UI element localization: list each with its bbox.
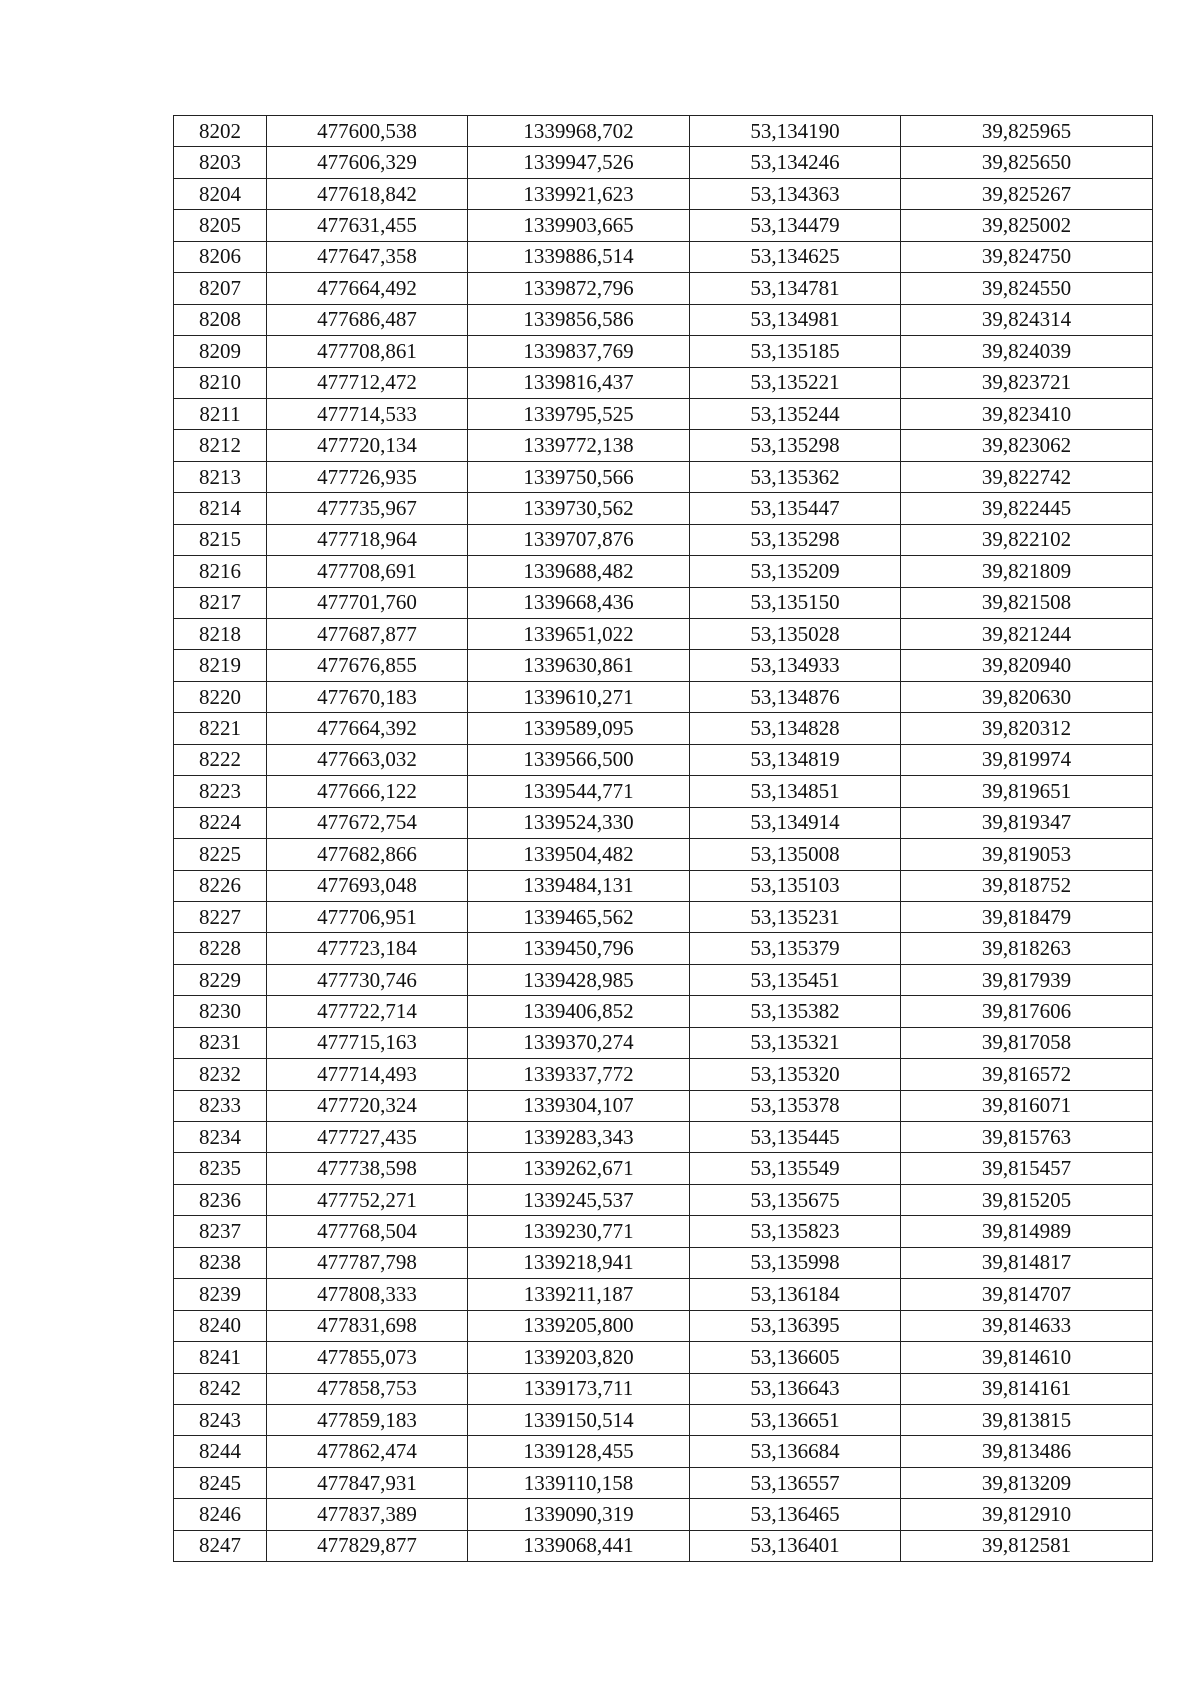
longitude-cell: 39,814817 [901, 1247, 1153, 1278]
point-number-cell: 8211 [174, 398, 267, 429]
point-number-cell: 8234 [174, 1122, 267, 1153]
table-row [174, 1310, 1153, 1341]
x-coordinate-cell: 477722,714 [267, 996, 468, 1027]
table-row [174, 650, 1153, 681]
table-row [174, 870, 1153, 901]
longitude-cell: 39,825267 [901, 178, 1153, 209]
point-number-cell: 8217 [174, 587, 267, 618]
longitude-cell: 39,819651 [901, 776, 1153, 807]
table-row [174, 1184, 1153, 1215]
point-number-cell: 8245 [174, 1467, 267, 1498]
point-number-cell: 8246 [174, 1499, 267, 1530]
point-number-cell: 8207 [174, 273, 267, 304]
point-number-cell: 8239 [174, 1279, 267, 1310]
x-coordinate-cell: 477727,435 [267, 1122, 468, 1153]
point-number-cell: 8226 [174, 870, 267, 901]
latitude-cell: 53,136557 [690, 1467, 901, 1498]
x-coordinate-cell: 477847,931 [267, 1467, 468, 1498]
point-number-cell: 8228 [174, 933, 267, 964]
longitude-cell: 39,817058 [901, 1027, 1153, 1058]
x-coordinate-cell: 477706,951 [267, 901, 468, 932]
point-number-cell: 8244 [174, 1436, 267, 1467]
longitude-cell: 39,821809 [901, 556, 1153, 587]
y-coordinate-cell: 1339211,187 [468, 1279, 690, 1310]
longitude-cell: 39,822742 [901, 461, 1153, 492]
latitude-cell: 53,136395 [690, 1310, 901, 1341]
x-coordinate-cell: 477606,329 [267, 147, 468, 178]
y-coordinate-cell: 1339651,022 [468, 619, 690, 650]
longitude-cell: 39,819347 [901, 807, 1153, 838]
point-number-cell: 8210 [174, 367, 267, 398]
table-row [174, 524, 1153, 555]
x-coordinate-cell: 477686,487 [267, 304, 468, 335]
point-number-cell: 8218 [174, 619, 267, 650]
longitude-cell: 39,821508 [901, 587, 1153, 618]
x-coordinate-cell: 477672,754 [267, 807, 468, 838]
longitude-cell: 39,825002 [901, 210, 1153, 241]
x-coordinate-cell: 477715,163 [267, 1027, 468, 1058]
table-row [174, 1404, 1153, 1435]
latitude-cell: 53,136684 [690, 1436, 901, 1467]
table-row [174, 1373, 1153, 1404]
point-number-cell: 8221 [174, 713, 267, 744]
table-row [174, 1153, 1153, 1184]
point-number-cell: 8243 [174, 1404, 267, 1435]
longitude-cell: 39,814633 [901, 1310, 1153, 1341]
longitude-cell: 39,819053 [901, 839, 1153, 870]
latitude-cell: 53,135382 [690, 996, 901, 1027]
y-coordinate-cell: 1339128,455 [468, 1436, 690, 1467]
table-row [174, 430, 1153, 461]
x-coordinate-cell: 477808,333 [267, 1279, 468, 1310]
table-row [174, 116, 1153, 147]
x-coordinate-cell: 477664,392 [267, 713, 468, 744]
y-coordinate-cell: 1339688,482 [468, 556, 690, 587]
table-row [174, 398, 1153, 429]
latitude-cell: 53,136401 [690, 1530, 901, 1561]
table-row [174, 1342, 1153, 1373]
table-row [174, 901, 1153, 932]
y-coordinate-cell: 1339921,623 [468, 178, 690, 209]
latitude-cell: 53,136184 [690, 1279, 901, 1310]
point-number-cell: 8225 [174, 839, 267, 870]
longitude-cell: 39,820940 [901, 650, 1153, 681]
x-coordinate-cell: 477720,324 [267, 1090, 468, 1121]
longitude-cell: 39,824550 [901, 273, 1153, 304]
x-coordinate-cell: 477712,472 [267, 367, 468, 398]
latitude-cell: 53,135103 [690, 870, 901, 901]
x-coordinate-cell: 477600,538 [267, 116, 468, 147]
x-coordinate-cell: 477714,533 [267, 398, 468, 429]
latitude-cell: 53,136605 [690, 1342, 901, 1373]
y-coordinate-cell: 1339903,665 [468, 210, 690, 241]
table-row [174, 1467, 1153, 1498]
point-number-cell: 8224 [174, 807, 267, 838]
table-row [174, 241, 1153, 272]
x-coordinate-cell: 477730,746 [267, 964, 468, 995]
latitude-cell: 53,134981 [690, 304, 901, 335]
table-row [174, 367, 1153, 398]
x-coordinate-cell: 477726,935 [267, 461, 468, 492]
point-number-cell: 8236 [174, 1184, 267, 1215]
x-coordinate-cell: 477829,877 [267, 1530, 468, 1561]
longitude-cell: 39,823721 [901, 367, 1153, 398]
y-coordinate-cell: 1339173,711 [468, 1373, 690, 1404]
latitude-cell: 53,134876 [690, 681, 901, 712]
x-coordinate-cell: 477752,271 [267, 1184, 468, 1215]
longitude-cell: 39,816071 [901, 1090, 1153, 1121]
longitude-cell: 39,820630 [901, 681, 1153, 712]
x-coordinate-cell: 477666,122 [267, 776, 468, 807]
latitude-cell: 53,135150 [690, 587, 901, 618]
point-number-cell: 8206 [174, 241, 267, 272]
latitude-cell: 53,135209 [690, 556, 901, 587]
point-number-cell: 8219 [174, 650, 267, 681]
y-coordinate-cell: 1339589,095 [468, 713, 690, 744]
table-row [174, 744, 1153, 775]
table-row [174, 1499, 1153, 1530]
y-coordinate-cell: 1339406,852 [468, 996, 690, 1027]
y-coordinate-cell: 1339203,820 [468, 1342, 690, 1373]
latitude-cell: 53,135028 [690, 619, 901, 650]
longitude-cell: 39,825965 [901, 116, 1153, 147]
point-number-cell: 8233 [174, 1090, 267, 1121]
x-coordinate-cell: 477687,877 [267, 619, 468, 650]
table-row [174, 1530, 1153, 1561]
table-row [174, 1027, 1153, 1058]
x-coordinate-cell: 477768,504 [267, 1216, 468, 1247]
point-number-cell: 8227 [174, 901, 267, 932]
point-number-cell: 8202 [174, 116, 267, 147]
point-number-cell: 8223 [174, 776, 267, 807]
x-coordinate-cell: 477862,474 [267, 1436, 468, 1467]
table-row [174, 147, 1153, 178]
y-coordinate-cell: 1339245,537 [468, 1184, 690, 1215]
y-coordinate-cell: 1339230,771 [468, 1216, 690, 1247]
point-number-cell: 8214 [174, 493, 267, 524]
point-number-cell: 8215 [174, 524, 267, 555]
x-coordinate-cell: 477647,358 [267, 241, 468, 272]
y-coordinate-cell: 1339668,436 [468, 587, 690, 618]
y-coordinate-cell: 1339150,514 [468, 1404, 690, 1435]
longitude-cell: 39,819974 [901, 744, 1153, 775]
latitude-cell: 53,134190 [690, 116, 901, 147]
y-coordinate-cell: 1339947,526 [468, 147, 690, 178]
x-coordinate-cell: 477618,842 [267, 178, 468, 209]
latitude-cell: 53,135998 [690, 1247, 901, 1278]
longitude-cell: 39,823062 [901, 430, 1153, 461]
latitude-cell: 53,135675 [690, 1184, 901, 1215]
y-coordinate-cell: 1339337,772 [468, 1059, 690, 1090]
table-row [174, 1122, 1153, 1153]
y-coordinate-cell: 1339524,330 [468, 807, 690, 838]
x-coordinate-cell: 477663,032 [267, 744, 468, 775]
latitude-cell: 53,135231 [690, 901, 901, 932]
x-coordinate-cell: 477858,753 [267, 1373, 468, 1404]
latitude-cell: 53,134914 [690, 807, 901, 838]
point-number-cell: 8242 [174, 1373, 267, 1404]
longitude-cell: 39,824314 [901, 304, 1153, 335]
y-coordinate-cell: 1339218,941 [468, 1247, 690, 1278]
y-coordinate-cell: 1339630,861 [468, 650, 690, 681]
point-number-cell: 8229 [174, 964, 267, 995]
table-row [174, 776, 1153, 807]
x-coordinate-cell: 477714,493 [267, 1059, 468, 1090]
x-coordinate-cell: 477859,183 [267, 1404, 468, 1435]
latitude-cell: 53,136643 [690, 1373, 901, 1404]
point-number-cell: 8220 [174, 681, 267, 712]
x-coordinate-cell: 477787,798 [267, 1247, 468, 1278]
table-row [174, 839, 1153, 870]
x-coordinate-cell: 477682,866 [267, 839, 468, 870]
longitude-cell: 39,822445 [901, 493, 1153, 524]
table-row [174, 210, 1153, 241]
y-coordinate-cell: 1339484,131 [468, 870, 690, 901]
table-row [174, 713, 1153, 744]
x-coordinate-cell: 477720,134 [267, 430, 468, 461]
point-number-cell: 8232 [174, 1059, 267, 1090]
latitude-cell: 53,134819 [690, 744, 901, 775]
table-row [174, 178, 1153, 209]
latitude-cell: 53,135298 [690, 524, 901, 555]
x-coordinate-cell: 477670,183 [267, 681, 468, 712]
y-coordinate-cell: 1339262,671 [468, 1153, 690, 1184]
longitude-cell: 39,821244 [901, 619, 1153, 650]
x-coordinate-cell: 477664,492 [267, 273, 468, 304]
coordinates-table [173, 115, 1153, 1562]
longitude-cell: 39,815763 [901, 1122, 1153, 1153]
y-coordinate-cell: 1339816,437 [468, 367, 690, 398]
longitude-cell: 39,814610 [901, 1342, 1153, 1373]
point-number-cell: 8231 [174, 1027, 267, 1058]
coordinates-table-body [174, 116, 1153, 1562]
y-coordinate-cell: 1339465,562 [468, 901, 690, 932]
table-row [174, 933, 1153, 964]
y-coordinate-cell: 1339610,271 [468, 681, 690, 712]
latitude-cell: 53,135298 [690, 430, 901, 461]
latitude-cell: 53,134828 [690, 713, 901, 744]
latitude-cell: 53,136651 [690, 1404, 901, 1435]
longitude-cell: 39,816572 [901, 1059, 1153, 1090]
x-coordinate-cell: 477723,184 [267, 933, 468, 964]
table-row [174, 493, 1153, 524]
x-coordinate-cell: 477693,048 [267, 870, 468, 901]
point-number-cell: 8208 [174, 304, 267, 335]
y-coordinate-cell: 1339544,771 [468, 776, 690, 807]
latitude-cell: 53,136465 [690, 1499, 901, 1530]
x-coordinate-cell: 477855,073 [267, 1342, 468, 1373]
x-coordinate-cell: 477735,967 [267, 493, 468, 524]
table-row [174, 1216, 1153, 1247]
x-coordinate-cell: 477738,598 [267, 1153, 468, 1184]
longitude-cell: 39,818263 [901, 933, 1153, 964]
y-coordinate-cell: 1339504,482 [468, 839, 690, 870]
latitude-cell: 53,134781 [690, 273, 901, 304]
y-coordinate-cell: 1339772,138 [468, 430, 690, 461]
table-row [174, 1279, 1153, 1310]
latitude-cell: 53,135185 [690, 336, 901, 367]
y-coordinate-cell: 1339283,343 [468, 1122, 690, 1153]
table-row [174, 461, 1153, 492]
x-coordinate-cell: 477631,455 [267, 210, 468, 241]
table-row [174, 964, 1153, 995]
longitude-cell: 39,814707 [901, 1279, 1153, 1310]
longitude-cell: 39,817939 [901, 964, 1153, 995]
point-number-cell: 8209 [174, 336, 267, 367]
longitude-cell: 39,818479 [901, 901, 1153, 932]
x-coordinate-cell: 477837,389 [267, 1499, 468, 1530]
table-row [174, 1247, 1153, 1278]
longitude-cell: 39,812910 [901, 1499, 1153, 1530]
latitude-cell: 53,135549 [690, 1153, 901, 1184]
y-coordinate-cell: 1339856,586 [468, 304, 690, 335]
latitude-cell: 53,135445 [690, 1122, 901, 1153]
x-coordinate-cell: 477676,855 [267, 650, 468, 681]
table-row [174, 304, 1153, 335]
table-row [174, 556, 1153, 587]
longitude-cell: 39,820312 [901, 713, 1153, 744]
point-number-cell: 8247 [174, 1530, 267, 1561]
longitude-cell: 39,814989 [901, 1216, 1153, 1247]
longitude-cell: 39,815457 [901, 1153, 1153, 1184]
table-row [174, 273, 1153, 304]
longitude-cell: 39,818752 [901, 870, 1153, 901]
latitude-cell: 53,135321 [690, 1027, 901, 1058]
table-row [174, 1059, 1153, 1090]
longitude-cell: 39,812581 [901, 1530, 1153, 1561]
table-row [174, 619, 1153, 650]
longitude-cell: 39,814161 [901, 1373, 1153, 1404]
x-coordinate-cell: 477708,691 [267, 556, 468, 587]
x-coordinate-cell: 477708,861 [267, 336, 468, 367]
x-coordinate-cell: 477831,698 [267, 1310, 468, 1341]
point-number-cell: 8203 [174, 147, 267, 178]
point-number-cell: 8213 [174, 461, 267, 492]
latitude-cell: 53,135451 [690, 964, 901, 995]
longitude-cell: 39,817606 [901, 996, 1153, 1027]
latitude-cell: 53,134363 [690, 178, 901, 209]
y-coordinate-cell: 1339205,800 [468, 1310, 690, 1341]
longitude-cell: 39,823410 [901, 398, 1153, 429]
y-coordinate-cell: 1339304,107 [468, 1090, 690, 1121]
table-row [174, 807, 1153, 838]
y-coordinate-cell: 1339068,441 [468, 1530, 690, 1561]
table-row [174, 996, 1153, 1027]
latitude-cell: 53,135244 [690, 398, 901, 429]
x-coordinate-cell: 477718,964 [267, 524, 468, 555]
latitude-cell: 53,135320 [690, 1059, 901, 1090]
longitude-cell: 39,813209 [901, 1467, 1153, 1498]
y-coordinate-cell: 1339837,769 [468, 336, 690, 367]
y-coordinate-cell: 1339090,319 [468, 1499, 690, 1530]
point-number-cell: 8237 [174, 1216, 267, 1247]
table-row [174, 336, 1153, 367]
point-number-cell: 8238 [174, 1247, 267, 1278]
table-row [174, 587, 1153, 618]
x-coordinate-cell: 477701,760 [267, 587, 468, 618]
table-row [174, 681, 1153, 712]
latitude-cell: 53,134851 [690, 776, 901, 807]
point-number-cell: 8240 [174, 1310, 267, 1341]
longitude-cell: 39,824750 [901, 241, 1153, 272]
latitude-cell: 53,135008 [690, 839, 901, 870]
latitude-cell: 53,135823 [690, 1216, 901, 1247]
y-coordinate-cell: 1339886,514 [468, 241, 690, 272]
longitude-cell: 39,815205 [901, 1184, 1153, 1215]
y-coordinate-cell: 1339450,796 [468, 933, 690, 964]
point-number-cell: 8204 [174, 178, 267, 209]
point-number-cell: 8212 [174, 430, 267, 461]
latitude-cell: 53,134246 [690, 147, 901, 178]
latitude-cell: 53,135362 [690, 461, 901, 492]
point-number-cell: 8216 [174, 556, 267, 587]
point-number-cell: 8205 [174, 210, 267, 241]
longitude-cell: 39,824039 [901, 336, 1153, 367]
latitude-cell: 53,134933 [690, 650, 901, 681]
point-number-cell: 8235 [174, 1153, 267, 1184]
y-coordinate-cell: 1339968,702 [468, 116, 690, 147]
latitude-cell: 53,134479 [690, 210, 901, 241]
y-coordinate-cell: 1339872,796 [468, 273, 690, 304]
point-number-cell: 8241 [174, 1342, 267, 1373]
longitude-cell: 39,813486 [901, 1436, 1153, 1467]
y-coordinate-cell: 1339428,985 [468, 964, 690, 995]
latitude-cell: 53,135378 [690, 1090, 901, 1121]
point-number-cell: 8222 [174, 744, 267, 775]
latitude-cell: 53,135379 [690, 933, 901, 964]
y-coordinate-cell: 1339750,566 [468, 461, 690, 492]
table-row [174, 1436, 1153, 1467]
y-coordinate-cell: 1339795,525 [468, 398, 690, 429]
y-coordinate-cell: 1339566,500 [468, 744, 690, 775]
y-coordinate-cell: 1339707,876 [468, 524, 690, 555]
y-coordinate-cell: 1339730,562 [468, 493, 690, 524]
latitude-cell: 53,135221 [690, 367, 901, 398]
point-number-cell: 8230 [174, 996, 267, 1027]
table-row [174, 1090, 1153, 1121]
latitude-cell: 53,135447 [690, 493, 901, 524]
y-coordinate-cell: 1339370,274 [468, 1027, 690, 1058]
latitude-cell: 53,134625 [690, 241, 901, 272]
y-coordinate-cell: 1339110,158 [468, 1467, 690, 1498]
longitude-cell: 39,825650 [901, 147, 1153, 178]
longitude-cell: 39,822102 [901, 524, 1153, 555]
longitude-cell: 39,813815 [901, 1404, 1153, 1435]
